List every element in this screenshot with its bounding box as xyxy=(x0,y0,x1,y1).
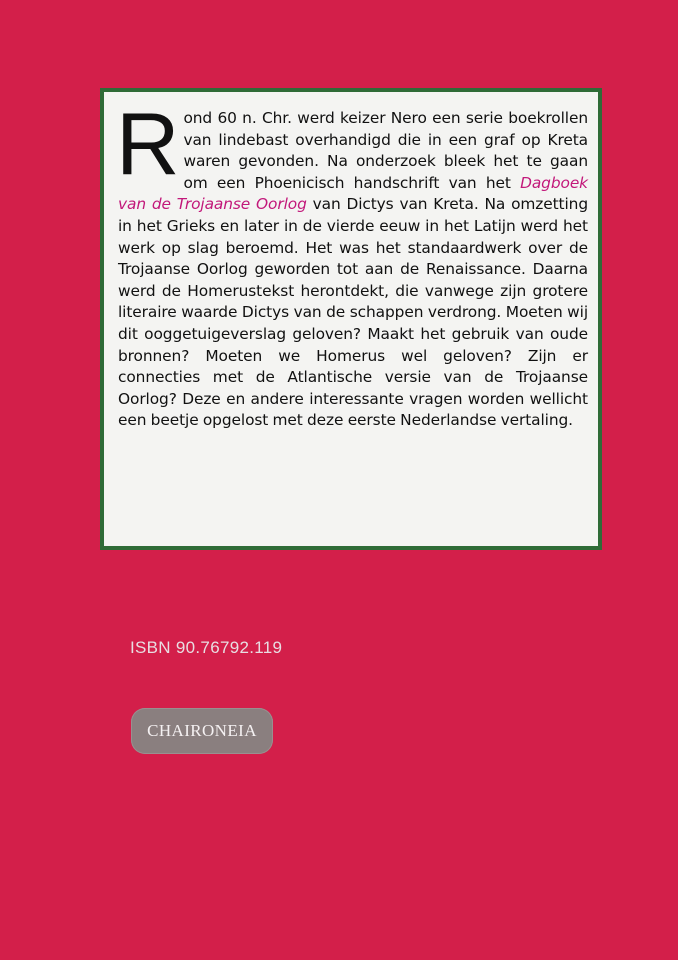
isbn-label: ISBN 90.76792.119 xyxy=(130,638,283,657)
publisher-name: CHAIRONEIA xyxy=(147,721,257,740)
publisher-logo-badge xyxy=(131,708,273,754)
blurb-paragraph xyxy=(116,94,588,432)
blurb-text-intro: ond 60 n. Chr. werd keizer Nero een serie boekrollen van lindebast overhandigd die in een graf op Kreta waren gevonden. Na onderzoek bleek het te gaan om een Phoenicisch handschrift van het xyxy=(183,109,588,192)
blurb-text-body: van Dictys van Kreta. Na omzetting in het Grieks en later in de vierde eeuw in het Latijn werd het werk op slag beroemd. Het was het standaardwerk over de Trojaanse Oorlog geworden tot aan de Renaissance. Daarna werd de Homerustekst herontdekt, die vanwege zijn grotere literaire waarde Dictys van de schappen verdrong. Moeten wij dit ooggetuigeverslag geloven? Maakt het gebruik van oude bronnen? Moeten we Homerus wel geloven? Zijn er connecties met de Atlantische versie van de Trojaanse Oorlog? Deze en andere interessante vragen worden wellicht een beetje opgelost met deze eerste Nederlandse vertaling. xyxy=(118,195,588,430)
book-title-highlight: Dagboek van de Trojaanse Oorlog xyxy=(118,173,588,214)
blurb-panel xyxy=(100,88,602,550)
drop-cap-letter: R xyxy=(116,94,180,193)
